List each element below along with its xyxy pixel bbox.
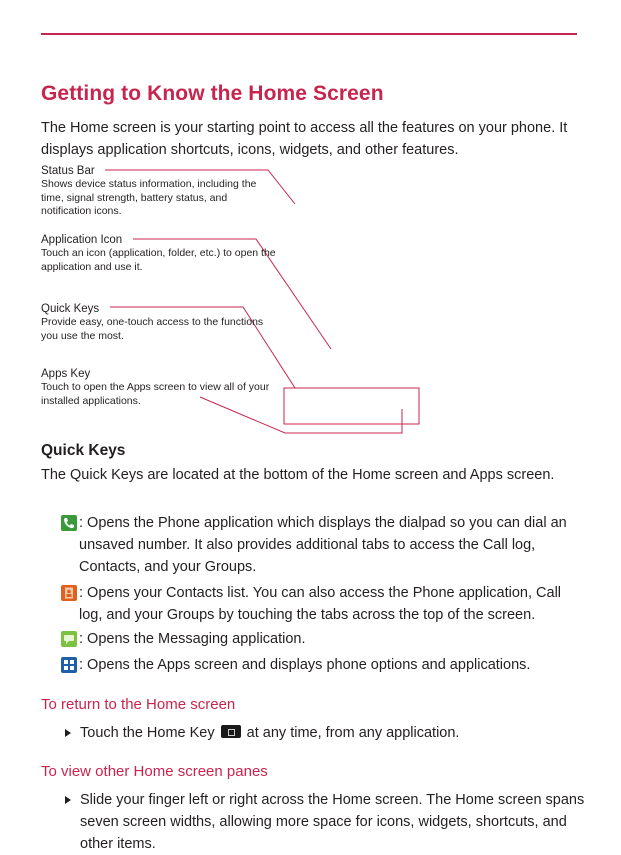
messaging-icon <box>61 631 77 647</box>
callout-desc: Touch to open the Apps screen to view all of your installed applications. <box>41 381 270 407</box>
callout-desc: Shows device status information, including the time, signal strength, battery status, and notification icons. <box>41 178 257 217</box>
callout-status-bar <box>41 164 276 219</box>
return-home-heading: To return to the Home screen <box>41 696 236 713</box>
bullet-triangle-icon <box>65 729 71 737</box>
home-key-icon <box>221 725 241 738</box>
contacts-icon <box>61 585 77 601</box>
callout-title: Quick Keys <box>41 303 100 315</box>
quick-key-contacts: : Opens your Contacts list. You can also access the Phone application, Call log, and your Groups by touching the tabs across the top of the screen. <box>61 582 581 626</box>
quick-key-messaging: : Opens the Messaging application. <box>61 628 581 650</box>
quick-key-phone: : Opens the Phone application which displays the dialpad so you can dial an unsaved number. It also provides additional tabs to access the Call log, Contacts, and your Groups. <box>61 512 581 578</box>
quick-keys-intro: The Quick Keys are located at the bottom of the Home screen and Apps screen. <box>41 467 555 483</box>
quick-keys-box <box>284 388 419 424</box>
callout-desc: Touch an icon (application, folder, etc.) to open the application and use it. <box>41 247 276 273</box>
callout-application-icon <box>41 233 276 274</box>
intro-paragraph: The Home screen is your starting point to access all the features on your phone. It displays application shortcuts, icons, widgets, and other features. <box>41 120 568 158</box>
callout-title: Apps Key <box>41 368 91 380</box>
page-title: Getting to Know the Home Screen <box>41 82 384 105</box>
view-panes-heading: To view other Home screen panes <box>41 763 268 780</box>
callout-desc: Provide easy, one-touch access to the functions you use the most. <box>41 316 264 342</box>
apps-icon <box>61 657 77 673</box>
quick-keys-heading: Quick Keys <box>41 442 126 459</box>
phone-icon <box>61 515 77 531</box>
callout-apps-key <box>41 367 276 408</box>
bullet-triangle-icon <box>65 796 71 804</box>
view-panes-bullet: Slide your finger left or right across the Home screen. The Home screen spans seven screen widths, allowing more space for icons, widgets, shortcuts, and other items. <box>65 789 585 855</box>
callout-title: Application Icon <box>41 234 123 246</box>
return-home-bullet: Touch the Home Key at any time, from any application. <box>65 722 585 744</box>
callout-title: Status Bar <box>41 165 95 177</box>
callout-quick-keys <box>41 302 276 343</box>
quick-key-apps: : Opens the Apps screen and displays phone options and applications. <box>61 654 581 676</box>
